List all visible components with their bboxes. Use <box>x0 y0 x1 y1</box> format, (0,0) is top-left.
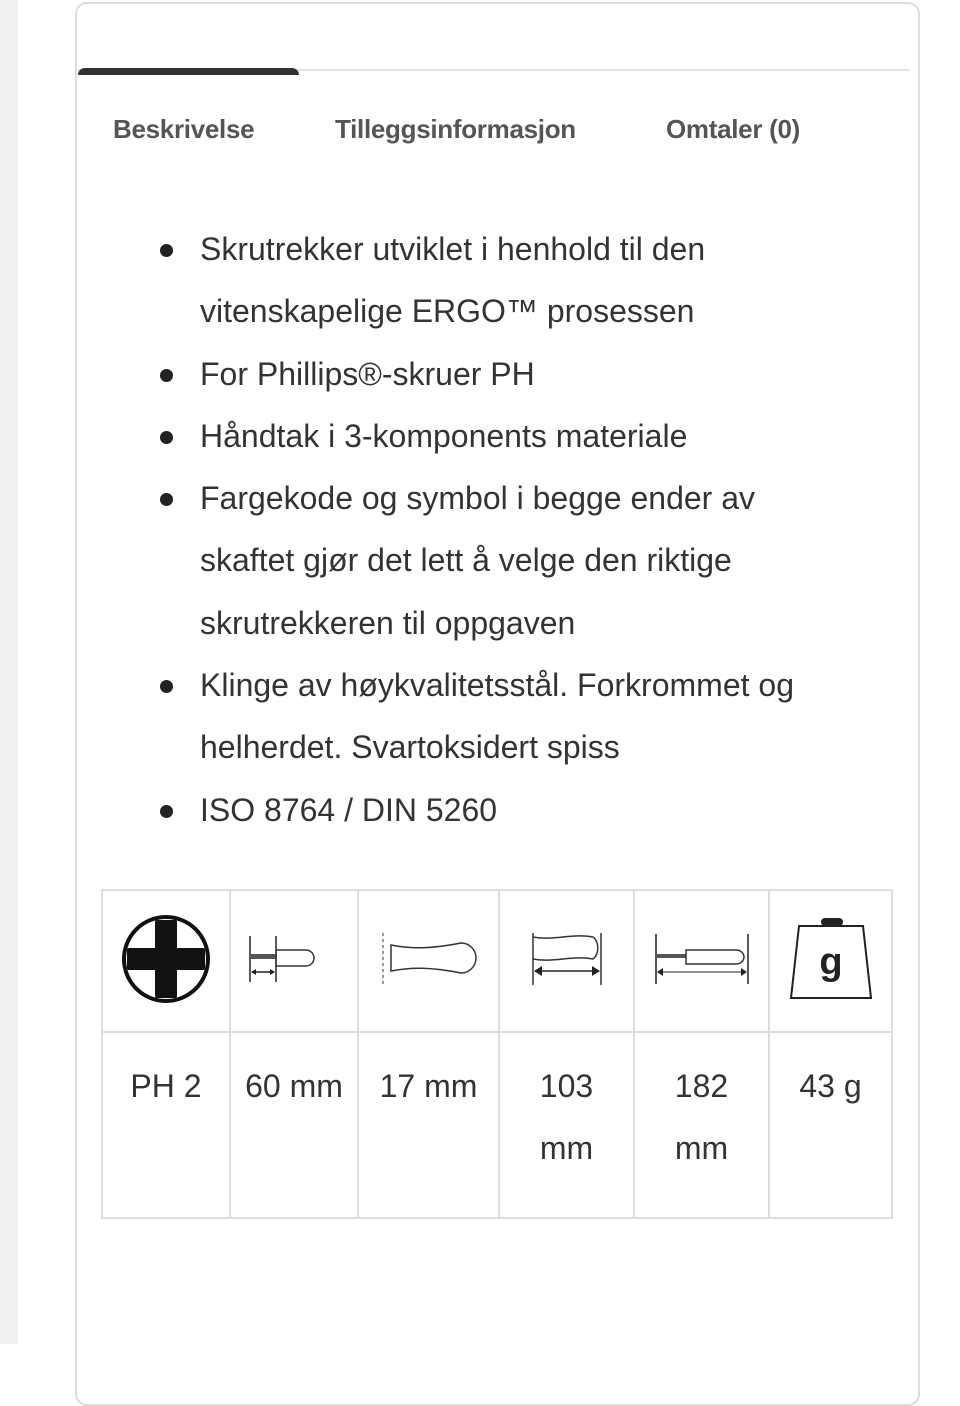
bullet-icon <box>160 805 173 818</box>
table-row <box>102 1032 892 1218</box>
bullet-icon <box>160 680 173 693</box>
spec-value: 60 mm <box>230 1032 358 1218</box>
list-item-text: Skrutrekker utviklet i henhold til den vitenskapelige ERGO™ prosessen <box>200 231 706 330</box>
bullet-icon <box>160 431 173 444</box>
list-item <box>200 654 900 779</box>
spec-value: 182 mm <box>634 1032 769 1218</box>
spec-icon-cell <box>499 890 634 1032</box>
tab-beskrivelse[interactable]: Beskrivelse <box>113 114 255 144</box>
spec-icon-cell <box>769 890 892 1032</box>
list-item-text: For Phillips®-skruer PH <box>200 355 535 392</box>
tab-omtaler[interactable]: Omtaler (0) <box>666 114 800 144</box>
svg-text:g: g <box>818 940 843 983</box>
handle-diameter-icon <box>379 931 479 987</box>
list-item <box>200 218 900 343</box>
page-background <box>0 0 18 1344</box>
description-list <box>200 218 900 841</box>
bullet-icon <box>160 369 173 382</box>
list-item-text: Håndtak i 3-komponents materiale <box>200 417 688 454</box>
spec-table <box>101 889 893 1219</box>
spec-value: 17 mm <box>358 1032 499 1218</box>
total-length-icon <box>654 932 750 986</box>
blade-length-icon <box>248 934 340 984</box>
spec-icon-cell <box>230 890 358 1032</box>
spec-value: 103 mm <box>499 1032 634 1218</box>
list-item <box>200 405 900 467</box>
active-tab-indicator <box>78 68 299 75</box>
phillips-icon <box>121 914 211 1004</box>
tab-tilleggsinformasjon[interactable]: Tilleggsinformasjon <box>335 114 576 144</box>
list-item <box>200 343 900 405</box>
spec-icon-cell <box>102 890 230 1032</box>
weight-icon <box>789 916 873 1002</box>
spec-value: PH 2 <box>102 1032 230 1218</box>
table-row <box>102 890 892 1032</box>
list-item-text: Klinge av høykvalitetsstål. Forkrommet og helherdet. Svartoksidert spiss <box>200 667 794 766</box>
handle-length-icon <box>529 931 605 987</box>
list-item-text: ISO 8764 / DIN 5260 <box>200 791 498 828</box>
spec-value: 43 g <box>769 1032 892 1218</box>
list-item-text: Fargekode og symbol i begge ender av skaftet gjør det lett å velge den riktige skrutrekkeren til oppgaven <box>200 480 756 641</box>
spec-icon-cell <box>358 890 499 1032</box>
list-item <box>200 467 820 654</box>
list-item <box>200 779 900 841</box>
bullet-icon <box>160 244 173 257</box>
spec-icon-cell <box>634 890 769 1032</box>
